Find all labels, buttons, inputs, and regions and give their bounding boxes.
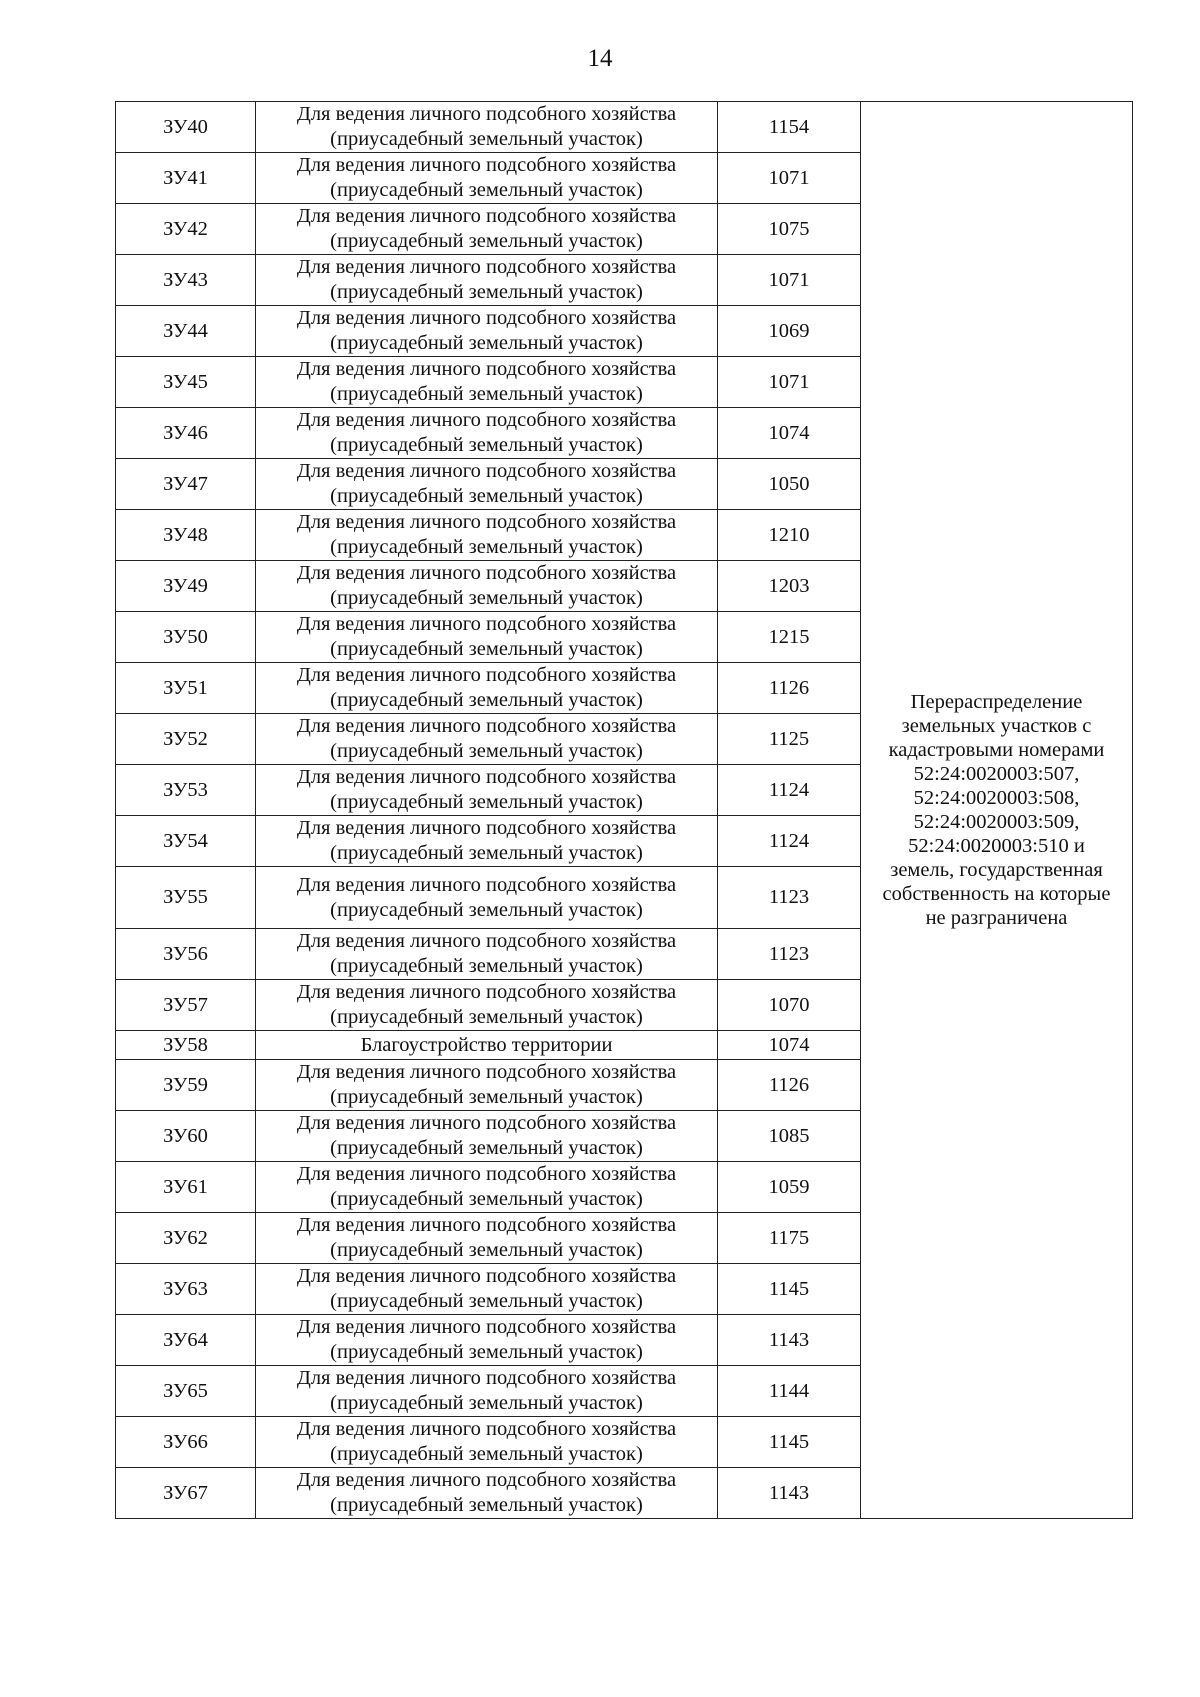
permitted-use-line: (приусадебный земельный участок) xyxy=(330,689,643,711)
permitted-use-line: Для ведения личного подсобного хозяйства xyxy=(296,715,677,737)
permitted-use-line: (приусадебный земельный участок) xyxy=(330,332,643,354)
permitted-use-line: Для ведения личного подсобного хозяйства xyxy=(296,409,677,431)
permitted-use-line: Для ведения личного подсобного хозяйства xyxy=(296,460,677,482)
permitted-use-line: (приусадебный земельный участок) xyxy=(330,955,643,977)
area-cell: 1175 xyxy=(718,1213,861,1264)
permitted-use-cell xyxy=(256,929,718,980)
permitted-use-line: Для ведения личного подсобного хозяйства xyxy=(296,1367,677,1389)
permitted-use-line: (приусадебный земельный участок) xyxy=(330,179,643,201)
permitted-use-line: Для ведения личного подсобного хозяйства xyxy=(296,511,677,533)
permitted-use-cell xyxy=(256,357,718,408)
permitted-use-line: Для ведения личного подсобного хозяйства xyxy=(296,1265,677,1287)
land-plots-table-body xyxy=(116,102,1133,1519)
area-cell: 1126 xyxy=(718,663,861,714)
permitted-use-line: Для ведения личного подсобного хозяйства xyxy=(296,103,677,125)
area-cell: 1050 xyxy=(718,459,861,510)
plot-id-cell: ЗУ65 xyxy=(116,1366,256,1417)
formation-method-line: 52:24:0020003:510 и xyxy=(908,835,1085,857)
permitted-use-line: Для ведения личного подсобного хозяйства xyxy=(296,1163,677,1185)
permitted-use-cell xyxy=(256,714,718,765)
permitted-use-cell xyxy=(256,1162,718,1213)
permitted-use-cell xyxy=(256,1417,718,1468)
permitted-use-line: Для ведения личного подсобного хозяйства xyxy=(296,1418,677,1440)
plot-id-cell: ЗУ46 xyxy=(116,408,256,459)
plot-id-cell: ЗУ52 xyxy=(116,714,256,765)
permitted-use-cell xyxy=(256,1213,718,1264)
permitted-use-cell xyxy=(256,765,718,816)
permitted-use-line: Для ведения личного подсобного хозяйства xyxy=(296,205,677,227)
plot-id-cell: ЗУ48 xyxy=(116,510,256,561)
formation-method-cell xyxy=(861,102,1133,1519)
page-number: 14 xyxy=(587,45,613,72)
permitted-use-line: Для ведения личного подсобного хозяйства xyxy=(296,154,677,176)
permitted-use-cell xyxy=(256,1315,718,1366)
permitted-use-cell xyxy=(256,1031,718,1060)
permitted-use-line: Для ведения личного подсобного хозяйства xyxy=(296,664,677,686)
formation-method-line: земельных участков с xyxy=(901,715,1092,737)
permitted-use-line: Для ведения личного подсобного хозяйства xyxy=(296,873,677,896)
plot-id-cell: ЗУ66 xyxy=(116,1417,256,1468)
permitted-use-line: (приусадебный земельный участок) xyxy=(330,128,643,150)
permitted-use-line: (приусадебный земельный участок) xyxy=(330,791,643,813)
plot-id-cell: ЗУ42 xyxy=(116,204,256,255)
permitted-use-line: Для ведения личного подсобного хозяйства xyxy=(296,1469,677,1491)
permitted-use-cell xyxy=(256,1060,718,1111)
plot-id-cell: ЗУ51 xyxy=(116,663,256,714)
permitted-use-line: Для ведения личного подсобного хозяйства xyxy=(296,981,677,1003)
plot-id-cell: ЗУ41 xyxy=(116,153,256,204)
plot-id-cell: ЗУ40 xyxy=(116,102,256,153)
plot-id-cell: ЗУ61 xyxy=(116,1162,256,1213)
plot-id-cell: ЗУ60 xyxy=(116,1111,256,1162)
permitted-use-cell xyxy=(256,459,718,510)
permitted-use-line: (приусадебный земельный участок) xyxy=(330,1494,643,1516)
area-cell: 1143 xyxy=(718,1468,861,1519)
permitted-use-cell xyxy=(256,816,718,867)
plot-id-cell: ЗУ44 xyxy=(116,306,256,357)
permitted-use-line: (приусадебный земельный участок) xyxy=(330,1086,643,1108)
area-cell: 1124 xyxy=(718,816,861,867)
permitted-use-line: Для ведения личного подсобного хозяйства xyxy=(296,817,677,839)
land-plots-table xyxy=(115,101,1133,1519)
area-cell: 1143 xyxy=(718,1315,861,1366)
formation-method-line: Перераспределение xyxy=(910,691,1083,713)
permitted-use-cell xyxy=(256,204,718,255)
permitted-use-line: (приусадебный земельный участок) xyxy=(330,1137,643,1159)
permitted-use-line: Для ведения личного подсобного хозяйства xyxy=(296,358,677,380)
permitted-use-line: Для ведения личного подсобного хозяйства xyxy=(296,1061,677,1083)
permitted-use-line: (приусадебный земельный участок) xyxy=(330,1443,643,1465)
permitted-use-cell xyxy=(256,102,718,153)
area-cell: 1145 xyxy=(718,1264,861,1315)
permitted-use-line: (приусадебный земельный участок) xyxy=(330,1341,643,1363)
formation-method-line: 52:24:0020003:508, xyxy=(913,787,1080,809)
plot-id-cell: ЗУ47 xyxy=(116,459,256,510)
area-cell: 1074 xyxy=(718,1031,861,1060)
permitted-use-line: Для ведения личного подсобного хозяйства xyxy=(296,766,677,788)
area-cell: 1210 xyxy=(718,510,861,561)
permitted-use-line: (приусадебный земельный участок) xyxy=(330,281,643,303)
permitted-use-line: Для ведения личного подсобного хозяйства xyxy=(296,1316,677,1338)
area-cell: 1059 xyxy=(718,1162,861,1213)
permitted-use-line: (приусадебный земельный участок) xyxy=(330,898,643,921)
area-cell: 1069 xyxy=(718,306,861,357)
plot-id-cell: ЗУ53 xyxy=(116,765,256,816)
permitted-use-line: (приусадебный земельный участок) xyxy=(330,1188,643,1210)
permitted-use-line: (приусадебный земельный участок) xyxy=(330,383,643,405)
permitted-use-line: (приусадебный земельный участок) xyxy=(330,842,643,864)
plot-id-cell: ЗУ50 xyxy=(116,612,256,663)
area-cell: 1203 xyxy=(718,561,861,612)
area-cell: 1071 xyxy=(718,255,861,306)
formation-method-line: 52:24:0020003:509, xyxy=(913,811,1080,833)
permitted-use-line: (приусадебный земельный участок) xyxy=(330,1239,643,1261)
permitted-use-line: (приусадебный земельный участок) xyxy=(330,1006,643,1028)
plot-id-cell: ЗУ67 xyxy=(116,1468,256,1519)
permitted-use-cell xyxy=(256,255,718,306)
permitted-use-line: (приусадебный земельный участок) xyxy=(330,485,643,507)
formation-method-line: не разграничена xyxy=(925,907,1068,929)
permitted-use-cell xyxy=(256,867,718,929)
permitted-use-cell xyxy=(256,1264,718,1315)
area-cell: 1071 xyxy=(718,357,861,408)
plot-id-cell: ЗУ54 xyxy=(116,816,256,867)
permitted-use-cell xyxy=(256,510,718,561)
plot-id-cell: ЗУ56 xyxy=(116,929,256,980)
area-cell: 1145 xyxy=(718,1417,861,1468)
permitted-use-line: Благоустройство территории xyxy=(360,1033,613,1056)
permitted-use-cell xyxy=(256,153,718,204)
permitted-use-cell xyxy=(256,663,718,714)
plot-id-cell: ЗУ45 xyxy=(116,357,256,408)
permitted-use-cell xyxy=(256,561,718,612)
permitted-use-line: (приусадебный земельный участок) xyxy=(330,1392,643,1414)
formation-method-line: земель, государственная xyxy=(890,859,1103,881)
permitted-use-cell xyxy=(256,1366,718,1417)
plot-id-cell: ЗУ59 xyxy=(116,1060,256,1111)
permitted-use-line: Для ведения личного подсобного хозяйства xyxy=(296,930,677,952)
permitted-use-cell xyxy=(256,612,718,663)
permitted-use-line: Для ведения личного подсобного хозяйства xyxy=(296,562,677,584)
permitted-use-cell xyxy=(256,980,718,1031)
permitted-use-cell xyxy=(256,306,718,357)
formation-method-line: собственность на которые xyxy=(882,883,1111,905)
permitted-use-line: (приусадебный земельный участок) xyxy=(330,1290,643,1312)
area-cell: 1215 xyxy=(718,612,861,663)
permitted-use-line: (приусадебный земельный участок) xyxy=(330,434,643,456)
formation-method-line: 52:24:0020003:507, xyxy=(913,763,1080,785)
area-cell: 1074 xyxy=(718,408,861,459)
permitted-use-line: Для ведения личного подсобного хозяйства xyxy=(296,256,677,278)
area-cell: 1126 xyxy=(718,1060,861,1111)
permitted-use-line: (приусадебный земельный участок) xyxy=(330,638,643,660)
area-cell: 1124 xyxy=(718,765,861,816)
permitted-use-cell xyxy=(256,1111,718,1162)
permitted-use-line: Для ведения личного подсобного хозяйства xyxy=(296,1112,677,1134)
area-cell: 1125 xyxy=(718,714,861,765)
plot-id-cell: ЗУ49 xyxy=(116,561,256,612)
area-cell: 1123 xyxy=(718,929,861,980)
permitted-use-line: (приусадебный земельный участок) xyxy=(330,587,643,609)
plot-id-cell: ЗУ57 xyxy=(116,980,256,1031)
plot-id-cell: ЗУ43 xyxy=(116,255,256,306)
permitted-use-cell xyxy=(256,1468,718,1519)
area-cell: 1075 xyxy=(718,204,861,255)
plot-id-cell: ЗУ55 xyxy=(116,867,256,929)
plot-id-cell: ЗУ64 xyxy=(116,1315,256,1366)
plot-id-cell: ЗУ58 xyxy=(116,1031,256,1060)
permitted-use-line: Для ведения личного подсобного хозяйства xyxy=(296,1214,677,1236)
area-cell: 1071 xyxy=(718,153,861,204)
permitted-use-line: (приусадебный земельный участок) xyxy=(330,230,643,252)
plot-id-cell: ЗУ62 xyxy=(116,1213,256,1264)
permitted-use-line: Для ведения личного подсобного хозяйства xyxy=(296,307,677,329)
permitted-use-line: (приусадебный земельный участок) xyxy=(330,536,643,558)
permitted-use-line: Для ведения личного подсобного хозяйства xyxy=(296,613,677,635)
area-cell: 1144 xyxy=(718,1366,861,1417)
permitted-use-cell xyxy=(256,408,718,459)
table-row xyxy=(116,102,1133,153)
area-cell: 1154 xyxy=(718,102,861,153)
plot-id-cell: ЗУ63 xyxy=(116,1264,256,1315)
formation-method-line: кадастровыми номерами xyxy=(888,739,1105,761)
area-cell: 1070 xyxy=(718,980,861,1031)
permitted-use-line: (приусадебный земельный участок) xyxy=(330,740,643,762)
area-cell: 1123 xyxy=(718,867,861,929)
area-cell: 1085 xyxy=(718,1111,861,1162)
